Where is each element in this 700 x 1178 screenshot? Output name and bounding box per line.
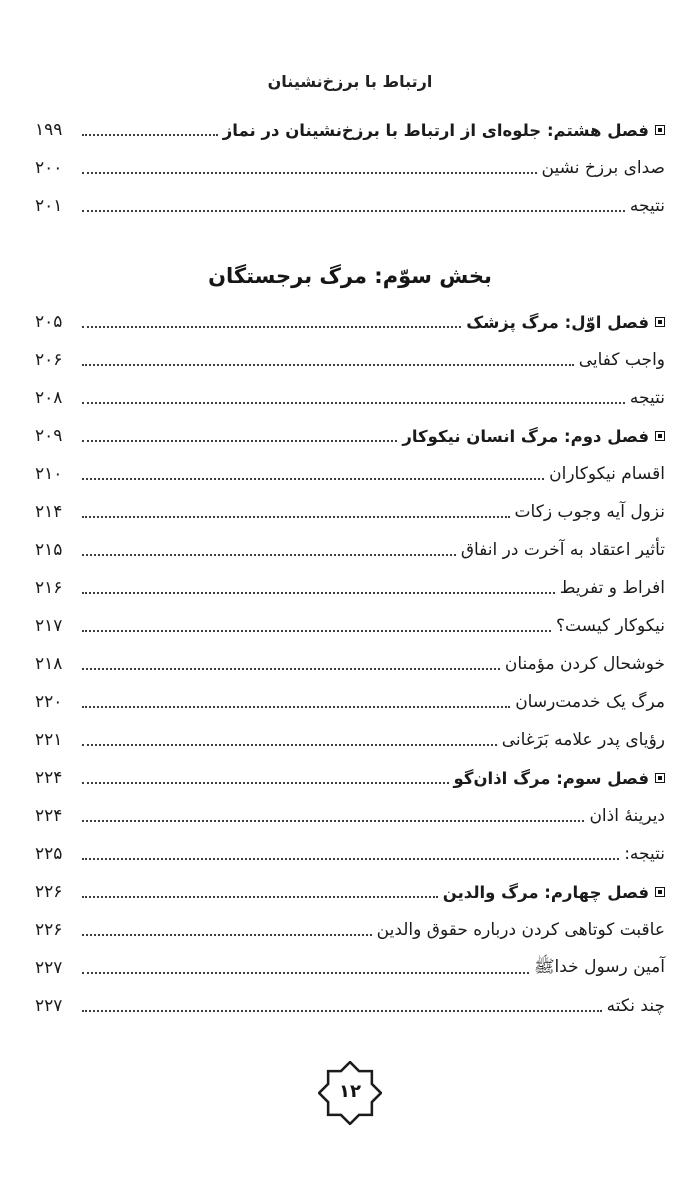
toc-entry-page: ۲۰۹ — [35, 426, 63, 446]
toc-entry-title: فصل دوم: مرگ انسان نیکوکار — [402, 426, 649, 446]
toc-entry-page: ۲۲۴ — [35, 768, 63, 788]
toc-entry-title: واجب کفایی — [578, 350, 665, 370]
dot-leader — [82, 134, 218, 136]
toc-entry-title: نتیجه — [629, 196, 665, 216]
toc-entry-title: تأثیر اعتقاد به آخرت در انفاق — [460, 540, 665, 560]
toc-entry — [35, 111, 665, 149]
toc-entry — [35, 493, 665, 531]
toc-entry-page: ۲۰۵ — [35, 312, 63, 332]
dot-leader — [82, 402, 625, 404]
page-number-ornament — [318, 1061, 382, 1125]
toc-entry — [35, 759, 665, 797]
toc-entry — [35, 569, 665, 607]
toc-entry — [35, 379, 665, 417]
toc-entry-page: ۲۲۶ — [35, 882, 63, 902]
toc-entry-page: ۲۱۸ — [35, 654, 63, 674]
toc-entry-title: نیکوکار کیست؟ — [555, 616, 665, 636]
toc-entry-page: ۲۱۰ — [35, 464, 63, 484]
toc-entry — [35, 149, 665, 187]
table-of-contents — [35, 111, 665, 1025]
dot-leader — [82, 972, 529, 974]
toc-entry-title: فصل سوم: مرگ اذان‌گو — [453, 768, 649, 788]
toc-entry-page: ۲۱۵ — [35, 540, 63, 560]
toc-entry — [35, 987, 665, 1025]
toc-entry-page: ۲۰۸ — [35, 388, 63, 408]
toc-entry-title: نتیجه — [629, 388, 665, 408]
dot-leader — [82, 1010, 602, 1012]
toc-entry-page: ۲۰۰ — [35, 158, 63, 178]
toc-entry-page: ۲۲۴ — [35, 806, 63, 826]
dot-leader — [82, 896, 438, 898]
toc-entry-title: فصل اوّل: مرگ پزشک — [466, 312, 649, 332]
chapter-marker-icon — [655, 887, 665, 897]
dot-leader — [82, 630, 551, 632]
chapter-marker-icon — [655, 125, 665, 135]
toc-entry-page: ۲۲۶ — [35, 920, 63, 940]
dot-leader — [82, 440, 397, 442]
toc-entry-title: دیرینهٔ اذان — [589, 806, 665, 826]
toc-entry-page: ۲۰۱ — [35, 196, 63, 216]
toc-entry-page: ۲۱۴ — [35, 502, 63, 522]
toc-entry-page: ۲۱۷ — [35, 616, 63, 636]
dot-leader — [82, 516, 510, 518]
toc-entry-page: ۲۲۷ — [35, 958, 63, 978]
page-number: ۱۲ — [339, 1080, 361, 1102]
toc-entry — [35, 531, 665, 569]
toc-entry-title: چند نکته — [606, 996, 665, 1016]
dot-leader — [82, 326, 461, 328]
toc-entry-title: نتیجه: — [624, 844, 665, 864]
running-head: ارتباط با برزخ‌نشینان — [267, 72, 433, 91]
dot-leader — [82, 668, 500, 670]
toc-entry — [35, 949, 665, 987]
section-heading: بخش سوّم: مرگ برجستگان — [208, 264, 492, 288]
toc-entry-title: عاقبت کوتاهی کردن درباره حقوق والدین — [376, 920, 665, 940]
dot-leader — [82, 210, 625, 212]
toc-entry-page: ۲۱۶ — [35, 578, 63, 598]
dot-leader — [82, 858, 619, 860]
dot-leader — [82, 934, 372, 936]
toc-entry — [35, 873, 665, 911]
dot-leader — [82, 592, 555, 594]
toc-entry — [35, 721, 665, 759]
toc-entry — [35, 797, 665, 835]
toc-entry — [35, 417, 665, 455]
chapter-marker-icon — [655, 773, 665, 783]
toc-entry-page: ۱۹۹ — [35, 120, 63, 140]
toc-entry-title: رؤیای پدر علامه بَرَغانی — [501, 730, 665, 750]
dot-leader — [82, 364, 574, 366]
toc-entry-page: ۲۰۶ — [35, 350, 63, 370]
dot-leader — [82, 706, 510, 708]
toc-entry-page: ۲۲۰ — [35, 692, 63, 712]
toc-entry — [35, 341, 665, 379]
toc-entry-page: ۲۲۵ — [35, 844, 63, 864]
toc-entry — [35, 187, 665, 225]
chapter-marker-icon — [655, 317, 665, 327]
toc-entry-title: افراط و تفریط — [559, 578, 665, 598]
toc-entry-title: فصل چهارم: مرگ والدین — [442, 882, 649, 902]
dot-leader — [82, 478, 544, 480]
toc-entry-title: صدای برزخ نشین — [541, 158, 665, 178]
toc-entry — [35, 607, 665, 645]
toc-entry-title: مرگ یک خدمت‌رسان — [515, 692, 665, 712]
toc-entry — [35, 303, 665, 341]
toc-entry — [35, 455, 665, 493]
toc-entry — [35, 645, 665, 683]
toc-entry-page: ۲۲۱ — [35, 730, 63, 750]
toc-entry — [35, 911, 665, 949]
toc-entry-title: خوشحال کردن مؤمنان — [504, 654, 665, 674]
toc-entry — [35, 835, 665, 873]
toc-entry-title: اقسام نیکوکاران — [549, 464, 665, 484]
toc-entry-title: فصل هشتم: جلوه‌ای از ارتباط با برزخ‌نشینان در نماز — [222, 120, 649, 140]
dot-leader — [82, 820, 584, 822]
dot-leader — [82, 172, 537, 174]
toc-entry-title: آمین رسول خداﷺ — [534, 956, 665, 977]
toc-entry-page: ۲۲۷ — [35, 996, 63, 1016]
toc-entry — [35, 683, 665, 721]
chapter-marker-icon — [655, 431, 665, 441]
dot-leader — [82, 782, 449, 784]
dot-leader — [82, 554, 456, 556]
toc-entry-title: نزول آیه وجوب زکات — [514, 502, 665, 522]
dot-leader — [82, 744, 497, 746]
